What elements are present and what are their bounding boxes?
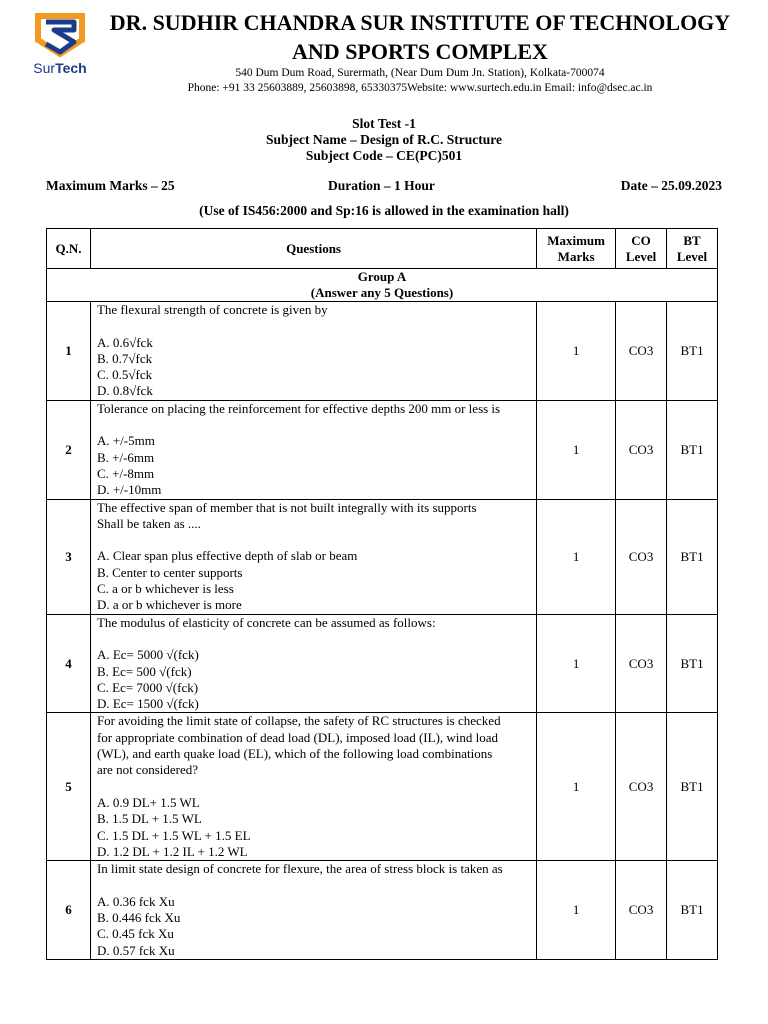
option-line: D. 0.8√fck — [96, 383, 153, 399]
institute-name — [94, 8, 746, 66]
maximum-marks: Maximum Marks – 25 — [46, 178, 175, 193]
question-marks: 1 — [537, 400, 616, 499]
page-header — [0, 0, 768, 100]
question-text-cell — [90, 861, 536, 960]
question-number: 5 — [47, 713, 91, 861]
header-bt-level — [667, 229, 718, 269]
option-line: C. 0.45 fck Xu — [96, 926, 174, 942]
option-line: C. a or b whichever is less — [96, 581, 234, 597]
group-cell — [47, 269, 718, 302]
question-spacer — [97, 532, 536, 548]
question-marks: 1 — [537, 499, 616, 614]
header-bt-line1: BT — [683, 232, 701, 248]
logo-wordmark — [28, 60, 92, 76]
question-co-level: CO3 — [616, 614, 667, 713]
option-line: B. Ec= 500 √(fck) — [96, 663, 192, 679]
table-row — [47, 302, 718, 401]
question-text-cell — [90, 499, 536, 614]
option-line: A. 0.36 fck Xu — [96, 893, 175, 909]
option-line: B. 0.7√fck — [96, 350, 153, 366]
option-line: B. Center to center supports — [96, 564, 243, 580]
table-row — [47, 400, 718, 499]
logo-text-sur: Sur — [33, 60, 56, 76]
question-spacer — [97, 417, 536, 433]
logo-text-tech: Tech — [55, 60, 87, 76]
question-bt-level: BT1 — [667, 861, 718, 960]
question-text-cell — [90, 614, 536, 713]
question-line: Shall be taken as .... — [96, 515, 201, 531]
question-co-level: CO3 — [616, 713, 667, 861]
header-qn: Q.N. — [47, 229, 91, 269]
question-bt-level: BT1 — [667, 400, 718, 499]
question-bt-level: BT1 — [667, 499, 718, 614]
exam-date: Date – 25.09.2023 — [620, 178, 722, 193]
table-header-row — [47, 229, 718, 269]
header-maximum-marks-line1: Maximum — [547, 232, 605, 248]
option-line: D. +/-10mm — [96, 482, 162, 498]
question-co-level: CO3 — [616, 400, 667, 499]
question-text-cell — [90, 400, 536, 499]
option-line: D. 1.2 DL + 1.2 IL + 1.2 WL — [96, 843, 248, 859]
table-row — [47, 614, 718, 713]
header-co-line2: Level — [625, 248, 657, 264]
institute-name-line1: DR. SUDHIR CHANDRA SUR INSTITUTE OF TECHNOLOGY — [109, 10, 731, 35]
option-line: A. 0.6√fck — [96, 334, 153, 350]
option-line: B. 0.446 fck Xu — [96, 909, 181, 925]
option-line: D. a or b whichever is more — [96, 597, 242, 613]
question-number: 6 — [47, 861, 91, 960]
question-text-cell — [90, 302, 536, 401]
exam-meta-row — [46, 178, 722, 194]
questions-table — [46, 228, 718, 960]
subject-name: Subject Name – Design of R.C. Structure — [266, 132, 502, 147]
option-line: A. Clear span plus effective depth of slab or beam — [96, 548, 358, 564]
exam-note: (Use of IS456:2000 and Sp:16 is allowed in the examination hall) — [199, 203, 569, 218]
question-marks: 1 — [537, 302, 616, 401]
duration: Duration – 1 Hour — [328, 178, 435, 193]
group-name: Group A — [357, 269, 407, 284]
header-maximum-marks-line2: Marks — [557, 248, 595, 264]
option-line: B. +/-6mm — [96, 449, 155, 465]
question-spacer — [97, 631, 536, 647]
header-questions: Questions — [90, 229, 536, 269]
header-co-level — [616, 229, 667, 269]
option-line: C. 1.5 DL + 1.5 WL + 1.5 EL — [96, 827, 251, 843]
institute-address: 540 Dum Dum Road, Surermath, (Near Dum Dum Jn. Station), Kolkata-700074 — [235, 67, 605, 79]
option-line: B. 1.5 DL + 1.5 WL — [96, 811, 202, 827]
table-row — [47, 861, 718, 960]
question-line: are not considered? — [96, 762, 199, 778]
group-row — [47, 269, 718, 302]
group-instruction: (Answer any 5 Questions) — [310, 285, 454, 300]
option-line: A. Ec= 5000 √(fck) — [96, 647, 199, 663]
question-spacer — [97, 877, 536, 893]
exam-titles — [0, 116, 768, 164]
option-line: C. Ec= 7000 √(fck) — [96, 679, 199, 695]
question-co-level: CO3 — [616, 861, 667, 960]
question-line: The modulus of elasticity of concrete can be assumed as follows: — [96, 614, 436, 630]
question-line: Tolerance on placing the reinforcement for effective depths 200 mm or less is — [96, 400, 501, 416]
question-line: In limit state design of concrete for flexure, the area of stress block is taken as — [96, 861, 503, 877]
header-co-line1: CO — [631, 232, 651, 248]
option-line: A. +/-5mm — [96, 433, 155, 449]
institute-contact: Phone: +91 33 25603889, 25603898, 65330375Website: www.surtech.edu.in Email: info@dsec.ac.in — [187, 82, 653, 94]
question-line: (WL), and earth quake load (EL), which of the following load combinations — [96, 746, 493, 762]
question-spacer — [97, 779, 536, 795]
option-line: D. Ec= 1500 √(fck) — [96, 696, 199, 712]
question-bt-level: BT1 — [667, 614, 718, 713]
option-line: C. +/-8mm — [96, 465, 155, 481]
exam-title: Slot Test -1 — [352, 116, 416, 131]
header-maximum-marks — [537, 229, 616, 269]
question-line: The flexural strength of concrete is given by — [96, 302, 328, 317]
institute-name-line2: AND SPORTS COMPLEX — [292, 39, 548, 64]
table-row — [47, 499, 718, 614]
option-line: D. 0.57 fck Xu — [96, 942, 175, 958]
option-line: C. 0.5√fck — [96, 367, 153, 383]
institute-address-block — [94, 66, 746, 96]
question-co-level: CO3 — [616, 499, 667, 614]
header-bt-line2: Level — [676, 248, 708, 264]
question-co-level: CO3 — [616, 302, 667, 401]
question-bt-level: BT1 — [667, 713, 718, 861]
question-marks: 1 — [537, 861, 616, 960]
question-marks: 1 — [537, 713, 616, 861]
question-number: 1 — [47, 302, 91, 401]
question-line: for appropriate combination of dead load (DL), imposed load (IL), wind load — [96, 729, 499, 745]
subject-code: Subject Code – CE(PC)501 — [305, 148, 463, 163]
question-marks: 1 — [537, 614, 616, 713]
question-text-cell — [90, 713, 536, 861]
question-spacer — [97, 318, 536, 334]
question-number: 3 — [47, 499, 91, 614]
option-line: A. 0.9 DL+ 1.5 WL — [96, 794, 200, 810]
question-line: For avoiding the limit state of collapse, the safety of RC structures is checked — [96, 713, 501, 729]
question-bt-level: BT1 — [667, 302, 718, 401]
question-line: The effective span of member that is not built integrally with its supports — [96, 499, 477, 515]
table-row — [47, 713, 718, 861]
question-number: 2 — [47, 400, 91, 499]
question-number: 4 — [47, 614, 91, 713]
